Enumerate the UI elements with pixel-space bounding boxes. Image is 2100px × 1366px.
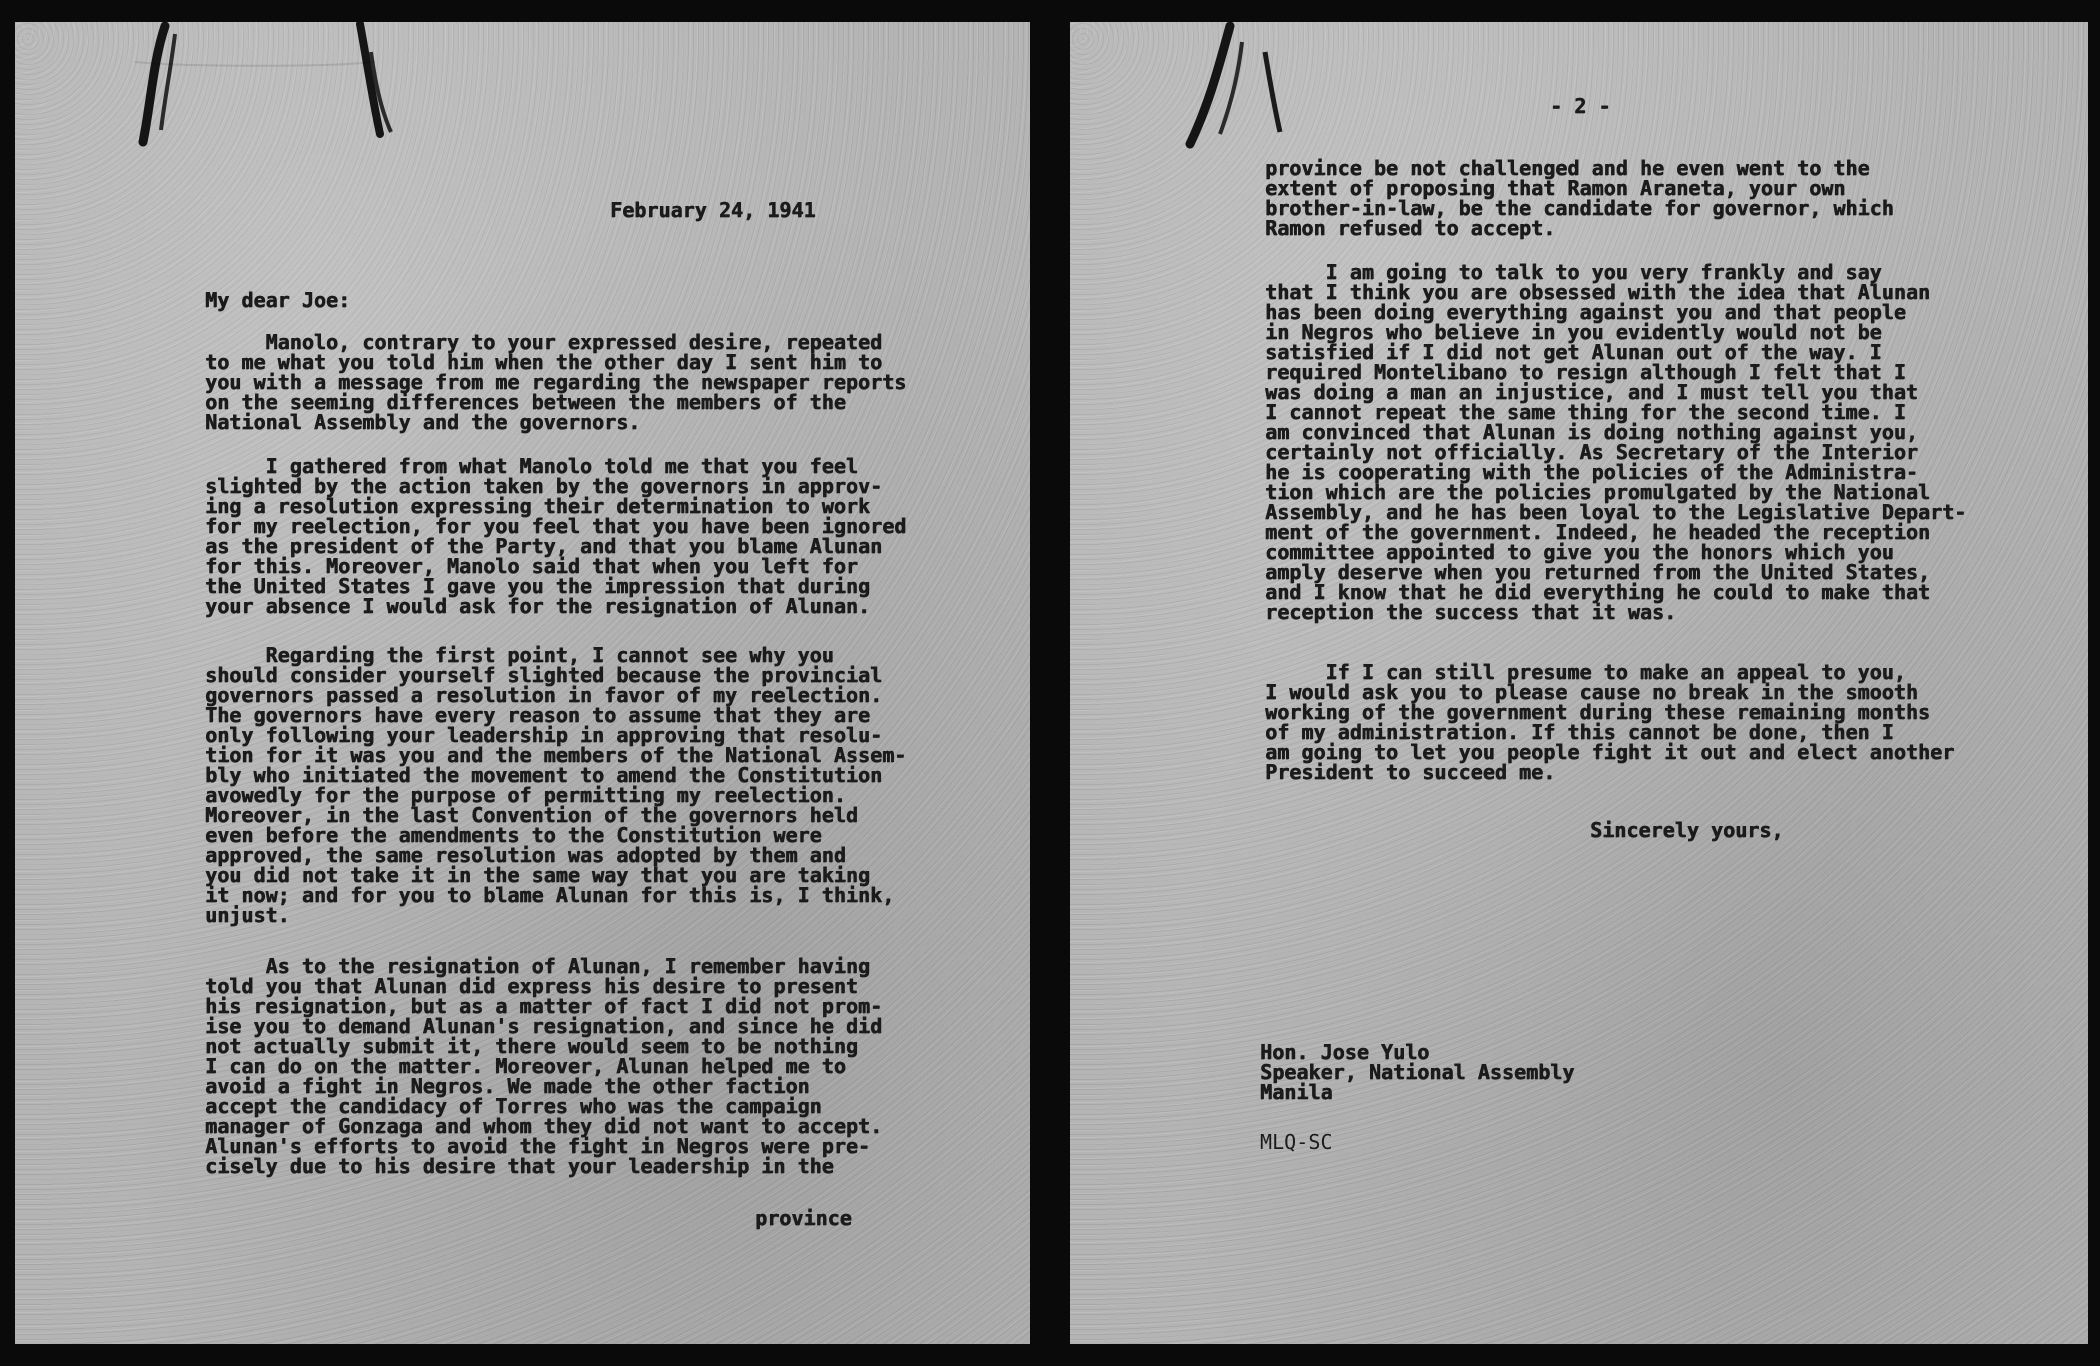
catchword: province <box>755 1206 852 1230</box>
letter-date: February 24, 1941 <box>610 198 816 222</box>
addressee-block: Hon. Jose Yulo Speaker, National Assembly Manila <box>1260 1040 1575 1104</box>
paragraph-2: I gathered from what Manolo told me that you feel slighted by the action taken by the governors in approv- ing a resolution expressing their determination to work for my reelection, for you feel that you have been ignored as the president of the Party, and that you blame Alunan for this. Moreover, Manolo said that when you left for the United States I gave you the impression that during your absence I would ask for the resignation of Alunan. <box>205 454 907 618</box>
paragraph-6: I am going to talk to you very frankly and say that I think you are obsessed with the idea that Alunan has been doing everything against you and that people in Negros who believe in you evidently would not be satisfied if I did not get Alunan out of the way. I required Montelibano to resign although I felt that I was doing a man an injustice, and I must tell you that I cannot repeat the same thing for the second time. I am convinced that Alunan is doing nothing against you, certainly not officially. As Secretary of the Interior he is cooperating with the policies of the Administra- tion which are the policies promulgated by the National Assembly, and he has been loyal to the Legislative Depart- ment of the government. Indeed, he headed the reception committee appointed to give you the honors which you amply deserve when you returned from the United States, and I know that he did everything he could to make that reception the success that it was. <box>1265 260 1967 624</box>
letter-page-1 <box>15 22 1030 1344</box>
paragraph-5: province be not challenged and he even went to the extent of proposing that Ramon Araneta, your own brother-in-law, be the candidate for governor, which Ramon refused to accept. <box>1265 156 1894 240</box>
reference-initials: MLQ-SC <box>1260 1130 1333 1154</box>
paper-clip-mark <box>15 22 1030 152</box>
paper-clip-mark <box>1070 22 2088 152</box>
paragraph-7: If I can still presume to make an appeal to you, I would ask you to please cause no break in the smooth working of the government during these remaining months of my administration. If this cannot be done, then I am going to let you people fight it out and elect another President to succeed me. <box>1265 660 1955 784</box>
page-number: - 2 - <box>1550 94 1611 118</box>
paragraph-3: Regarding the first point, I cannot see why you should consider yourself slighted because the provincial governors passed a resolution in favor of my reelection. The governors have every reason to assume that they are only following your leadership in approving that resolu- tion for it was you and the members of the National Assem- bly who initiated the movement to amend the Constitution avowedly for the purpose of permitting my reelection. Moreover, in the last Convention of the governors held even before the amendments to the Constitution were approved, the same resolution was adopted by them and you did not take it in the same way that you are taking it now; and for you to blame Alunan for this is, I think, unjust. <box>205 643 907 927</box>
paragraph-1: Manolo, contrary to your expressed desire, repeated to me what you told him when the other day I sent him to you with a message from me regarding the newspaper reports on the seeming differences between the members of the National Assembly and the governors. <box>205 330 907 434</box>
closing: Sincerely yours, <box>1590 818 1784 842</box>
letter-page-2 <box>1070 22 2088 1344</box>
salutation: My dear Joe: <box>205 288 351 312</box>
paragraph-4: As to the resignation of Alunan, I remember having told you that Alunan did express his desire to present his resignation, but as a matter of fact I did not prom- ise you to demand Alunan's resignation, and since he did not actually submit it, there would seem to be nothing I can do on the matter. Moreover, Alunan helped me to avoid a fight in Negros. We made the other faction accept the candidacy of Torres who was the campaign manager of Gonzaga and whom they did not want to accept. Alunan's efforts to avoid the fight in Negros were pre- cisely due to his desire that your leadership in the <box>205 954 883 1178</box>
